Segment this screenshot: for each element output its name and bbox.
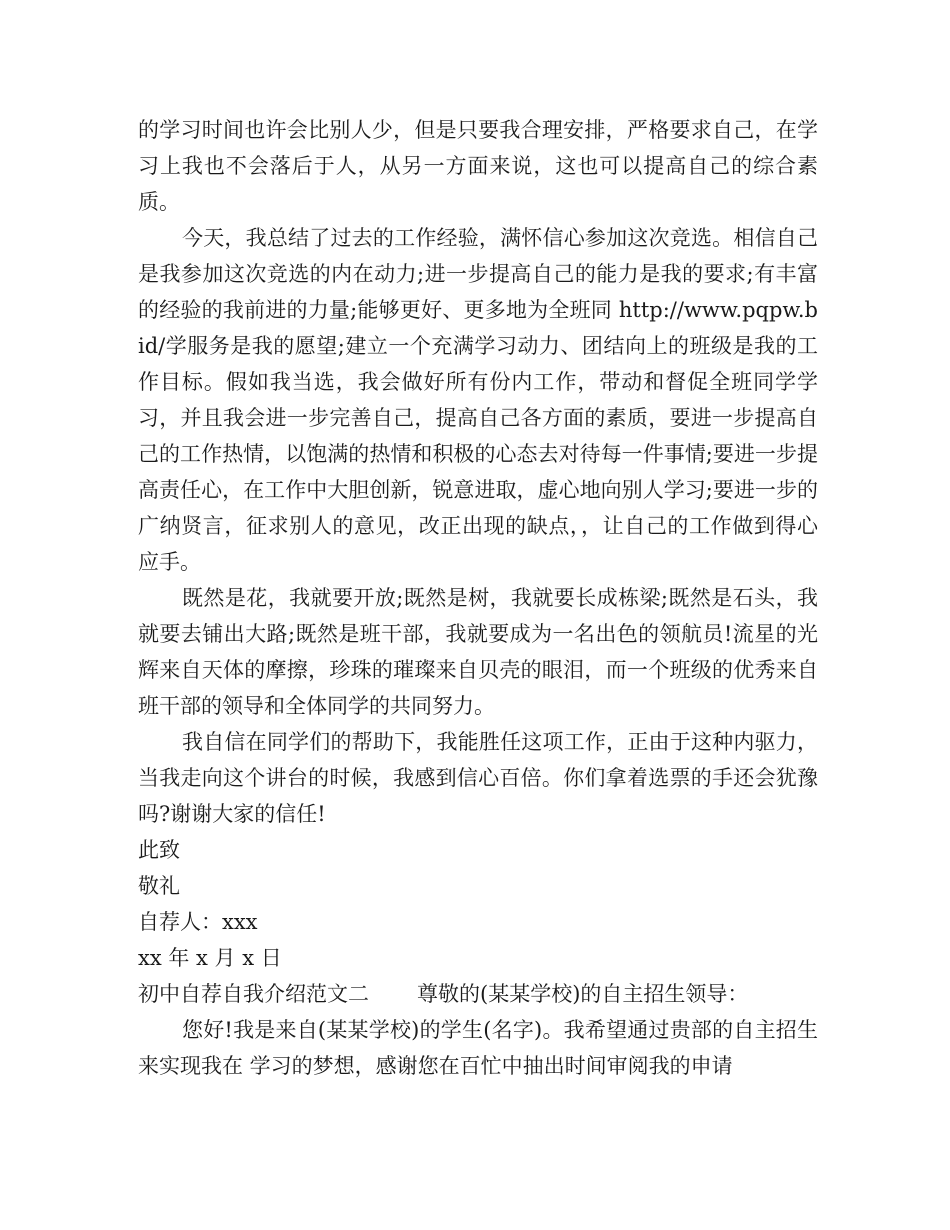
paragraph-experience: 今天，我总结了过去的工作经验，满怀信心参加这次竞选。相信自己是我参加这次竞选的内在动力;进一步提高自己的能力是我的要求;有丰富的经验的我前进的力量;能够更好、更多地为全班同 http://www.pqpw.bid/学服务是我的愿望;建立一个充满学习动力、团结向上的班级是我的工作目标。假如我当选，我会做好所有份内工作，带动和督促全班同学学习，并且我会进一步完善自己，提高自己各方面的素质，要进一步提高自己的工作热情，以饱满的热情和积极的心态去对待每一件事情;要进一步提高责任心，在工作中大胆创新，锐意进取，虚心地向别人学习;要进一步的广纳贤言，征求别人的意见，改正出现的缺点，，让自己的工作做到得心应手。	[138, 226, 818, 574]
paragraph-continuation: 的学习时间也许会比别人少，但是只要我合理安排，严格要求自己，在学习上我也不会落后于人，从另一方面来说，这也可以提高自己的综合素质。	[138, 118, 818, 214]
document-body	[138, 112, 818, 1084]
next-section-greeting: 尊敬的(某某学校)的自主招生领导：	[417, 982, 749, 1006]
next-section-heading	[138, 976, 818, 1012]
paragraph-confidence: 我自信在同学们的帮助下，我能胜任这项工作，正由于这种内驱力，当我走向这个讲台的时候，我感到信心百倍。你们拿着选票的手还会犹豫吗?谢谢大家的信任!	[138, 730, 818, 826]
salute-line: 敬礼	[138, 874, 180, 898]
signer-line: 自荐人：xxx	[138, 910, 258, 934]
next-section-body: 您好!我是来自(某某学校)的学生(名字)。我希望通过贵部的自主招生来实现我在 学习的梦想，感谢您在百忙中抽出时间审阅我的申请	[138, 1018, 818, 1078]
date-line: xx 年 x 月 x 日	[138, 946, 282, 970]
closing-line: 此致	[138, 838, 180, 862]
paragraph-aspiration: 既然是花，我就要开放;既然是树，我就要长成栋梁;既然是石头，我就要去铺出大路;既然是班干部，我就要成为一名出色的领航员!流星的光辉来自天体的摩擦，珍珠的璀璨来自贝壳的眼泪，而一个班级的优秀来自班干部的领导和全体同学的共同努力。	[138, 586, 818, 718]
next-section-title: 初中自荐自我介绍范文二	[138, 982, 369, 1006]
